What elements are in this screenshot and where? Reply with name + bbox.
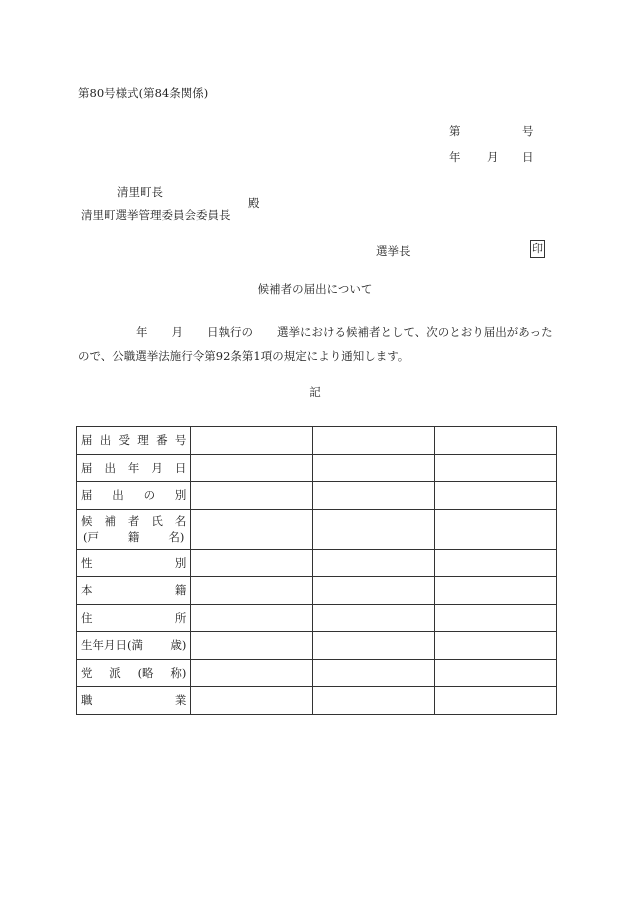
table-row: [77, 549, 557, 577]
entry-cell[interactable]: [313, 632, 435, 660]
sender-title: 選挙長: [376, 244, 411, 258]
label-char: 派: [109, 665, 121, 680]
label-char: 党: [81, 665, 93, 680]
label-char: 受: [118, 433, 131, 448]
label-char: 日: [174, 460, 187, 475]
entry-cell[interactable]: [435, 604, 557, 632]
addressee-mayor: 清里町長: [117, 185, 163, 199]
body-day-executed: 日執行の: [207, 325, 253, 339]
entry-cell[interactable]: [313, 659, 435, 687]
row-label: [77, 577, 191, 605]
entry-cell[interactable]: [191, 509, 313, 549]
row-label: [77, 632, 191, 660]
label-char: 職: [81, 693, 93, 708]
row-label: [77, 687, 191, 715]
number-suffix: 号: [522, 124, 534, 138]
label-char: 性: [81, 555, 93, 570]
row-label: [77, 509, 191, 549]
seal-mark: 印: [530, 240, 545, 258]
entry-cell[interactable]: [435, 577, 557, 605]
addressee-honorific: 殿: [248, 196, 260, 210]
table-row: [77, 632, 557, 660]
label-char: 号: [174, 433, 187, 448]
label-char: 名): [168, 530, 185, 544]
entry-cell[interactable]: [191, 577, 313, 605]
label-char: (略: [137, 665, 154, 680]
table-row: [77, 577, 557, 605]
label-char: 届: [81, 488, 93, 503]
table-row: [77, 687, 557, 715]
entry-cell[interactable]: [313, 482, 435, 510]
label-char: 称): [170, 665, 187, 680]
date-year-label: 年: [449, 150, 461, 164]
table-row: [77, 604, 557, 632]
label-char: 業: [174, 693, 187, 708]
entry-cell[interactable]: [435, 509, 557, 549]
label-char: 所: [174, 610, 187, 625]
entry-cell[interactable]: [191, 659, 313, 687]
entry-cell[interactable]: [191, 687, 313, 715]
entry-cell[interactable]: [435, 659, 557, 687]
entry-cell[interactable]: [435, 454, 557, 482]
label-char: 届: [81, 433, 93, 448]
label-char: 別: [174, 488, 187, 503]
entry-cell[interactable]: [435, 427, 557, 455]
label-char: 住: [81, 610, 93, 625]
table-row: [77, 454, 557, 482]
row-label: [77, 427, 191, 455]
entry-cell[interactable]: [313, 687, 435, 715]
body-main-text: 選挙における候補者として、次のとおり届出があったので、公職選挙法施行令第92条第1項の規定により通知します。: [78, 325, 553, 363]
table-row: [77, 427, 557, 455]
label-char: 出: [99, 433, 112, 448]
label-char: 者: [127, 514, 140, 528]
entry-cell[interactable]: [191, 482, 313, 510]
label-char: 籍: [174, 583, 187, 598]
row-label: [77, 454, 191, 482]
label-char: 生年月日(満: [81, 638, 143, 653]
entry-cell[interactable]: [313, 509, 435, 549]
entry-cell[interactable]: [435, 482, 557, 510]
label-char: 番: [156, 433, 168, 448]
label-char: の: [143, 488, 156, 503]
label-char: 歳): [170, 638, 187, 653]
form-number-heading: 第80号様式(第84条関係): [78, 86, 209, 100]
label-char: 補: [104, 514, 116, 528]
label-char: 候: [81, 514, 93, 528]
entry-cell[interactable]: [313, 577, 435, 605]
label-char: 出: [104, 460, 116, 475]
date-month-label: 月: [487, 150, 499, 164]
label-char: (戸: [83, 530, 99, 544]
addressee-committee-chair: 清里町選挙管理委員会委員長: [81, 208, 231, 222]
label-char: 理: [137, 433, 149, 448]
number-prefix: 第: [449, 124, 461, 138]
entry-cell[interactable]: [435, 687, 557, 715]
body-year: 年: [136, 325, 148, 339]
entry-cell[interactable]: [191, 427, 313, 455]
body-paragraph: [78, 320, 560, 368]
label-char: 別: [174, 555, 187, 570]
label-char: 月: [151, 460, 163, 475]
entry-cell[interactable]: [313, 454, 435, 482]
entry-cell[interactable]: [191, 549, 313, 577]
label-char: 本: [81, 583, 93, 598]
entry-cell[interactable]: [313, 427, 435, 455]
date-day-label: 日: [522, 150, 534, 164]
row-label: [77, 659, 191, 687]
label-char: 籍: [127, 530, 140, 544]
entry-cell[interactable]: [313, 604, 435, 632]
label-char: 氏: [151, 514, 163, 528]
entry-cell[interactable]: [191, 632, 313, 660]
notice-table: [76, 426, 557, 715]
body-month: 月: [171, 325, 183, 339]
entry-cell[interactable]: [435, 632, 557, 660]
entry-cell[interactable]: [191, 604, 313, 632]
table-row: [77, 482, 557, 510]
row-label: [77, 482, 191, 510]
table-row: [77, 659, 557, 687]
label-char: 年: [127, 460, 140, 475]
entry-cell[interactable]: [191, 454, 313, 482]
label-char: 出: [112, 488, 124, 503]
entry-cell[interactable]: [313, 549, 435, 577]
entry-cell[interactable]: [435, 549, 557, 577]
label-char: 名: [174, 514, 187, 528]
ki-heading: 記: [309, 385, 321, 399]
row-label: [77, 549, 191, 577]
table-row: [77, 509, 557, 549]
label-char: 届: [81, 460, 93, 475]
document-subject: 候補者の届出について: [257, 282, 373, 296]
row-label: [77, 604, 191, 632]
